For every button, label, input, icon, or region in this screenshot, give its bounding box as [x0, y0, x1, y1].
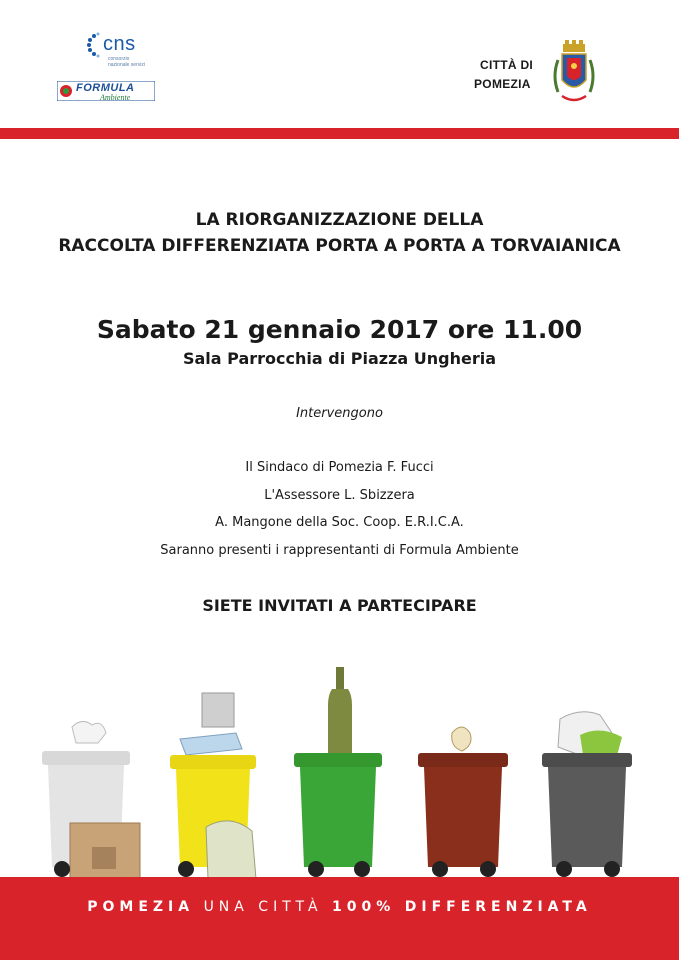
- bottom-red-band: [0, 877, 679, 960]
- slogan-part-4: DIFFERENZIATA: [404, 899, 592, 915]
- yellow-bin-icon: [170, 693, 256, 884]
- slogan-part-3: 100%: [332, 899, 396, 915]
- cns-tagline: consorzio nazionale servizi: [108, 56, 145, 68]
- grey-bin-icon: [542, 712, 632, 877]
- formula-name: FORMULA: [76, 82, 135, 94]
- title-line-1: LA RIORGANIZZAZIONE DELLA: [195, 210, 484, 230]
- city-line-2: POMEZIA: [474, 77, 531, 91]
- event-date: Sabato 21 gennaio 2017 ore 11.00: [96, 315, 583, 344]
- waste-bins-illustration: [0, 655, 679, 887]
- white-bin-icon: [42, 721, 140, 881]
- slogan-part-2: UNA CITTÀ: [203, 899, 323, 915]
- title-line-2: RACCOLTA DIFFERENZIATA PORTA A PORTA A TORVAIANICA: [58, 236, 621, 256]
- slogan-part-1: POMEZIA: [87, 899, 195, 915]
- speakers-heading: Intervengono: [296, 406, 383, 421]
- event-venue: Sala Parrocchia di Piazza Ungheria: [182, 349, 496, 368]
- pomezia-crest-icon: [548, 40, 600, 110]
- city-line-1: CITTÀ DI: [480, 58, 534, 72]
- speaker-item: Saranno presenti i rappresentanti di Formula Ambiente: [160, 543, 519, 558]
- speaker-item: L'Assessore L. Sbizzera: [264, 488, 415, 503]
- top-red-band: [0, 128, 679, 139]
- brown-bin-icon: [418, 727, 508, 877]
- green-bin-icon: [294, 667, 382, 877]
- invite-line: SIETE INVITATI A PARTECIPARE: [202, 596, 477, 615]
- slogan: [0, 899, 679, 915]
- formula-sub: Ambiente: [100, 93, 131, 102]
- cns-name: cns: [103, 33, 136, 55]
- speaker-item: A. Mangone della Soc. Coop. E.R.I.C.A.: [215, 515, 464, 530]
- speaker-item: Il Sindaco di Pomezia F. Fucci: [245, 460, 434, 475]
